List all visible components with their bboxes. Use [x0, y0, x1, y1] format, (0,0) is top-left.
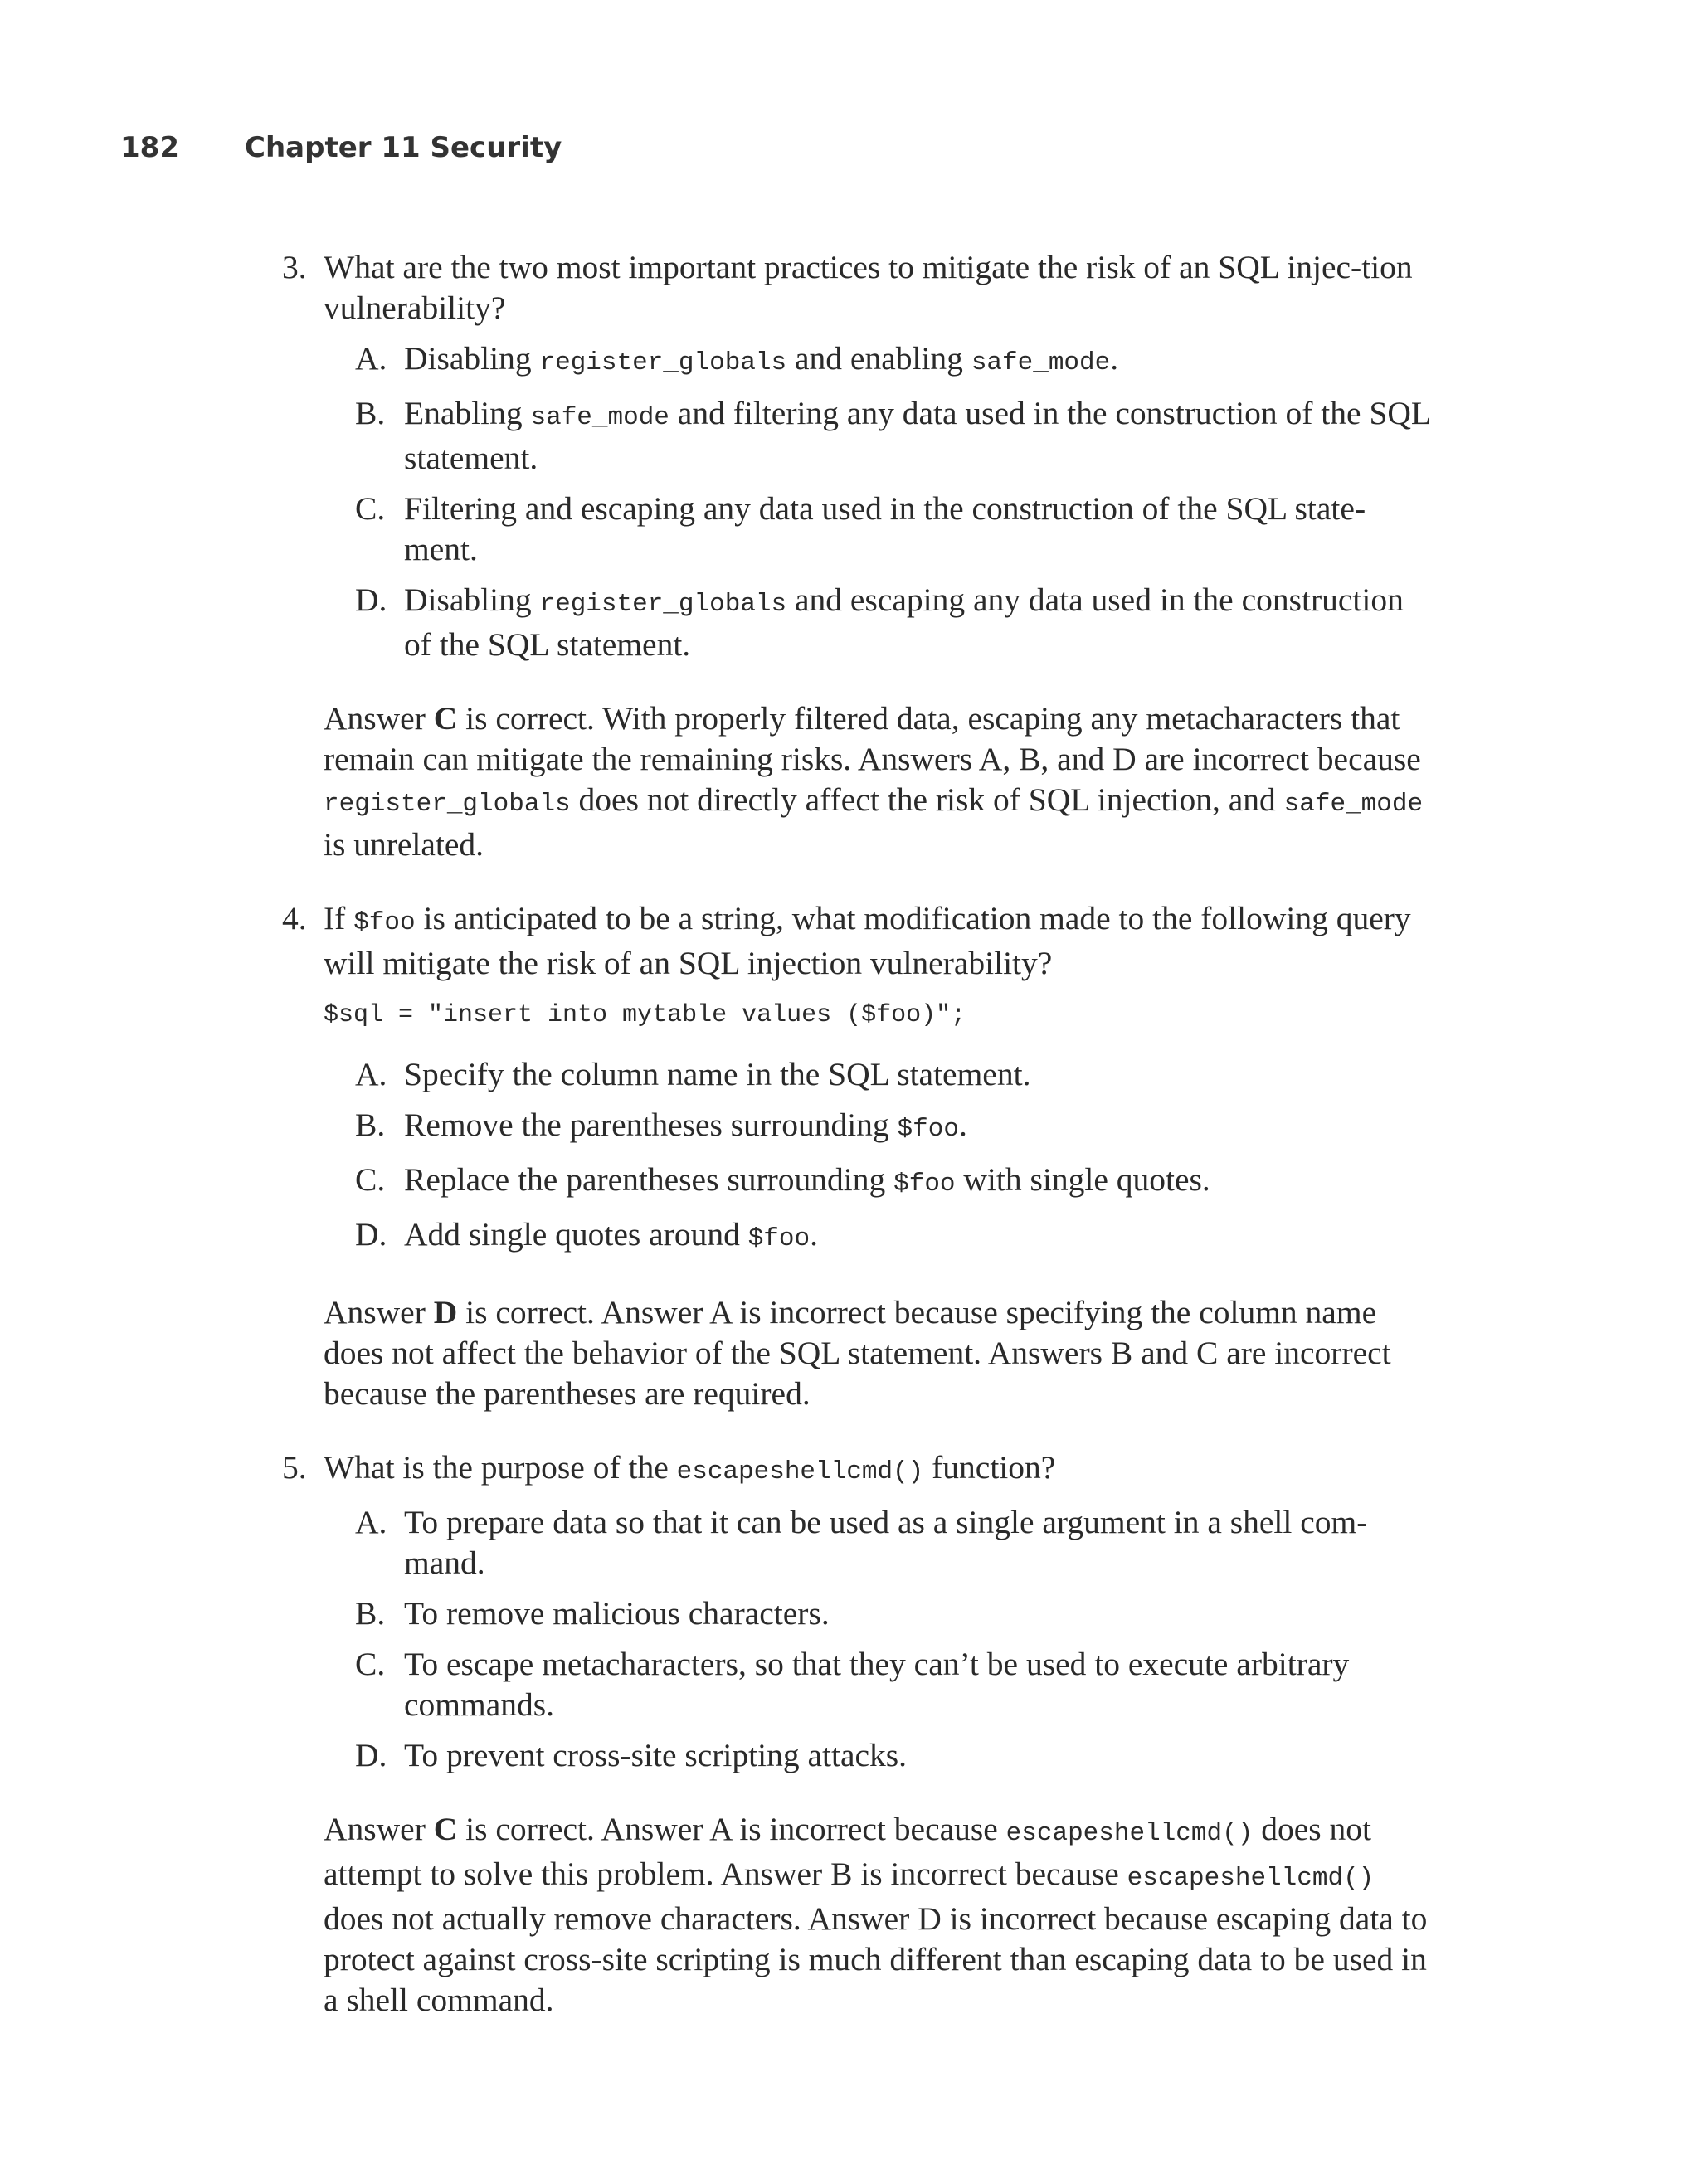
answer-prefix: Answer: [324, 1294, 434, 1330]
question-prompt: [324, 1447, 1435, 1492]
choice-text: .: [810, 1216, 818, 1253]
choice-letter: A.: [355, 340, 387, 377]
choice-c: [324, 489, 1435, 570]
question-number: 3.: [282, 249, 307, 285]
answer-letter: D: [433, 1294, 458, 1330]
choice-text: To remove malicious characters.: [404, 1595, 830, 1632]
inline-code: register_globals: [539, 590, 787, 619]
answer-text: is correct. Answer A is incorrect because: [457, 1811, 1006, 1847]
choice-text: with single quotes.: [955, 1161, 1210, 1198]
question-5: [282, 1447, 1435, 2021]
choice-letter: C.: [355, 1161, 386, 1198]
choice-text: Disabling: [404, 340, 540, 377]
choice-text: Specify the column name in the SQL statement.: [404, 1056, 1031, 1092]
choice-letter: D.: [355, 581, 387, 618]
choice-text: To prepare data so that it can be used as a single argument in a shell com-mand.: [404, 1504, 1368, 1581]
answer-text: does not actually remove characters. Answer D is incorrect because escaping data to protect against cross-site scripting is much different than escaping data to be used in a shell command.: [324, 1900, 1428, 2018]
prompt-text: function?: [923, 1449, 1056, 1486]
choice-letter: D.: [355, 1216, 387, 1253]
answer-text: does not attempt to solve this problem. Answer B is incorrect because: [324, 1811, 1371, 1892]
inline-code: escapeshellcmd(): [676, 1457, 924, 1486]
choice-letter: B.: [355, 1107, 386, 1143]
answer-text: does not directly affect the risk of SQL injection, and: [570, 781, 1284, 818]
answer-explanation: [324, 1292, 1435, 1414]
question-number: 5.: [282, 1449, 307, 1486]
answer-prefix: Answer: [324, 1811, 434, 1847]
choice-text: Disabling: [404, 581, 540, 618]
choice-text: and filtering any data used in the construction of the SQL statement.: [404, 395, 1430, 476]
inline-code: escapeshellcmd(): [1127, 1864, 1375, 1893]
choice-text: To escape metacharacters, so that they can’t be used to execute arbitrary commands.: [404, 1646, 1350, 1723]
running-head: [120, 131, 562, 164]
choice-b: [324, 393, 1435, 479]
choice-text: and escaping any data used in the construction of the SQL statement.: [404, 581, 1404, 663]
page-body: [282, 247, 1435, 2021]
choice-a: [324, 1502, 1435, 1583]
inline-code: safe_mode: [1283, 790, 1424, 819]
inline-code: register_globals: [324, 790, 571, 819]
question-prompt: [324, 898, 1435, 984]
answer-letter: C: [433, 700, 458, 737]
choice-list: [324, 338, 1435, 665]
choice-b: [324, 1593, 1435, 1634]
choice-letter: C.: [355, 490, 386, 527]
answer-text: is unrelated.: [324, 826, 484, 863]
chapter-title: Chapter 11 Security: [245, 131, 562, 164]
answer-text: is correct. With properly filtered data, escaping any metacharacters that remain can mitigate the remaining risks. Answers A, B, and D are incorrect because: [324, 700, 1421, 777]
choice-text: and enabling: [786, 340, 971, 377]
prompt-text: What is the purpose of the: [324, 1449, 677, 1486]
choice-letter: B.: [355, 395, 386, 431]
choice-a: [324, 1054, 1435, 1095]
choice-a: [324, 338, 1435, 383]
choice-text: Filtering and escaping any data used in the construction of the SQL state-ment.: [404, 490, 1366, 567]
choice-text: Add single quotes around: [404, 1216, 748, 1253]
choice-text: To prevent cross-site scripting attacks.: [404, 1737, 908, 1773]
code-block: $sql = "insert into mytable values ($foo)";: [324, 1001, 966, 1029]
answer-explanation: [324, 698, 1435, 865]
choice-d: [324, 1214, 1435, 1259]
inline-code: $foo: [353, 908, 416, 937]
choice-letter: B.: [355, 1595, 386, 1632]
inline-code: safe_mode: [971, 348, 1111, 377]
choice-list: [324, 1502, 1435, 1776]
prompt-text: If: [324, 900, 354, 936]
choice-letter: D.: [355, 1737, 387, 1773]
choice-text: Replace the parentheses surrounding: [404, 1161, 894, 1198]
answer-letter: C: [433, 1811, 458, 1847]
inline-code: safe_mode: [530, 403, 669, 432]
question-prompt: What are the two most important practices to mitigate the risk of an SQL injec-tion vulnerability?: [324, 249, 1413, 326]
answer-explanation: [324, 1809, 1435, 2021]
choice-text: .: [1110, 340, 1119, 377]
question-number: 4.: [282, 900, 307, 936]
answer-text: is correct. Answer A is incorrect because specifying the column name does not affect the behavior of the SQL statement. Answers B and C are incorrect because the parentheses are required.: [324, 1294, 1391, 1412]
choice-letter: C.: [355, 1646, 386, 1682]
choice-text: Enabling: [404, 395, 531, 431]
choice-text: .: [958, 1107, 967, 1143]
inline-code: escapeshellcmd(): [1005, 1819, 1254, 1848]
choice-letter: A.: [355, 1056, 387, 1092]
question-4: [282, 898, 1435, 1414]
prompt-text: is anticipated to be a string, what modification made to the following query will mitigate the risk of an SQL injection vulnerability?: [324, 900, 1411, 981]
choice-b: [324, 1105, 1435, 1150]
choice-d: [324, 580, 1435, 665]
page-number: 182: [120, 131, 179, 164]
inline-code: $foo: [893, 1170, 956, 1199]
choice-letter: A.: [355, 1504, 387, 1540]
choice-list: [324, 1054, 1435, 1259]
inline-code: $foo: [897, 1115, 959, 1144]
inline-code: $foo: [747, 1224, 811, 1253]
question-3: [282, 247, 1435, 865]
choice-c: [324, 1160, 1435, 1204]
choice-c: [324, 1644, 1435, 1725]
answer-prefix: Answer: [324, 700, 434, 737]
choice-text: Remove the parentheses surrounding: [404, 1107, 898, 1143]
inline-code: register_globals: [539, 348, 787, 377]
choice-d: [324, 1735, 1435, 1776]
